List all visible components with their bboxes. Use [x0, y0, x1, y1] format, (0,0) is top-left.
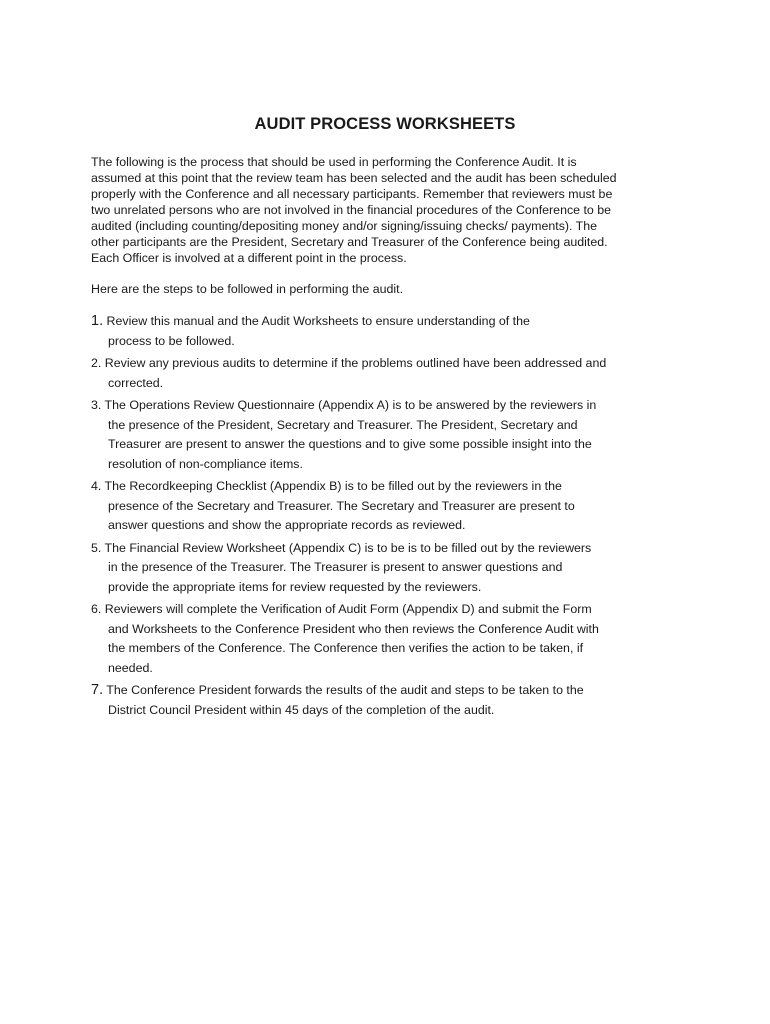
step-text: corrected. — [108, 375, 164, 390]
step-item-5 — [91, 539, 691, 598]
steps-list — [91, 312, 691, 723]
step-text: the presence of the President, Secretary and Treasurer. The President, Secretary and — [108, 417, 578, 432]
step-item-3 — [91, 396, 691, 474]
step-text: presence of the Secretary and Treasurer. The Secretary and Treasurer are present to — [108, 498, 575, 513]
intro-line: The following is the process that should be used in performing the Conference Audit. It is — [91, 155, 577, 169]
step-text: answer questions and show the appropriate records as reviewed. — [108, 518, 466, 532]
step-text: Treasurer are present to answer the questions and to give some possible insight into the — [108, 437, 592, 451]
intro-paragraph — [91, 154, 661, 266]
step-text: the members of the Conference. The Conference then verifies the action to be taken, if — [108, 641, 584, 655]
steps-intro: Here are the steps to be followed in performing the audit. — [91, 282, 404, 296]
step-number: 1. — [91, 313, 104, 329]
step-text: process to be followed. — [108, 333, 235, 348]
step-number: 4. — [91, 479, 102, 493]
step-text: provide the appropriate items for review requested by the reviewers. — [108, 579, 482, 594]
page-title: AUDIT PROCESS WORKSHEETS — [254, 115, 516, 133]
intro-line: two unrelated persons who are not involved in the financial procedures of the Conference to be — [91, 203, 612, 217]
step-text: and Worksheets to the Conference President who then reviews the Conference Audit with — [108, 621, 599, 636]
step-text: in the presence of the Treasurer. The Treasurer is present to answer questions and — [108, 560, 563, 574]
step-text: The Financial Review Worksheet (Appendix C) is to be is to be filled out by the reviewers — [101, 540, 592, 555]
step-text: The Operations Review Questionnaire (Appendix A) is to be answered by the reviewers in — [101, 398, 597, 412]
step-text: resolution of non-compliance items. — [108, 456, 303, 471]
step-text: District Council President within 45 days of the completion of the audit. — [108, 702, 495, 717]
step-number: 2. — [91, 356, 102, 370]
step-number: 7. — [91, 682, 104, 698]
intro-line: other participants are the President, Secretary and Treasurer of the Conference being audited. — [91, 235, 608, 249]
step-item-6 — [91, 600, 691, 678]
step-item-2 — [91, 354, 691, 393]
step-text: Review this manual and the Audit Worksheets to ensure understanding of the — [103, 314, 530, 328]
step-text: The Conference President forwards the results of the audit and steps to be taken to the — [103, 683, 584, 697]
intro-line: Each Officer is involved at a different point in the process. — [91, 251, 407, 265]
intro-line: properly with the Conference and all necessary participants. Remember that reviewers must be — [91, 187, 613, 201]
step-number: 5. — [91, 540, 102, 555]
step-number: 3. — [91, 398, 102, 412]
intro-line: audited (including counting/depositing money and/or signing/issuing checks/ payments). The — [91, 219, 598, 233]
step-text: Review any previous audits to determine if the problems outlined have been addressed and — [101, 356, 607, 370]
step-number: 6. — [91, 602, 102, 616]
step-item-4 — [91, 477, 691, 536]
step-text: needed. — [108, 660, 153, 675]
step-item-1 — [91, 312, 691, 351]
step-item-7 — [91, 681, 691, 720]
step-text: Reviewers will complete the Verification of Audit Form (Appendix D) and submit the Form — [101, 602, 592, 616]
intro-line: assumed at this point that the review team has been selected and the audit has been scheduled — [91, 171, 617, 185]
step-text: The Recordkeeping Checklist (Appendix B) is to be filled out by the reviewers in the — [101, 479, 562, 493]
